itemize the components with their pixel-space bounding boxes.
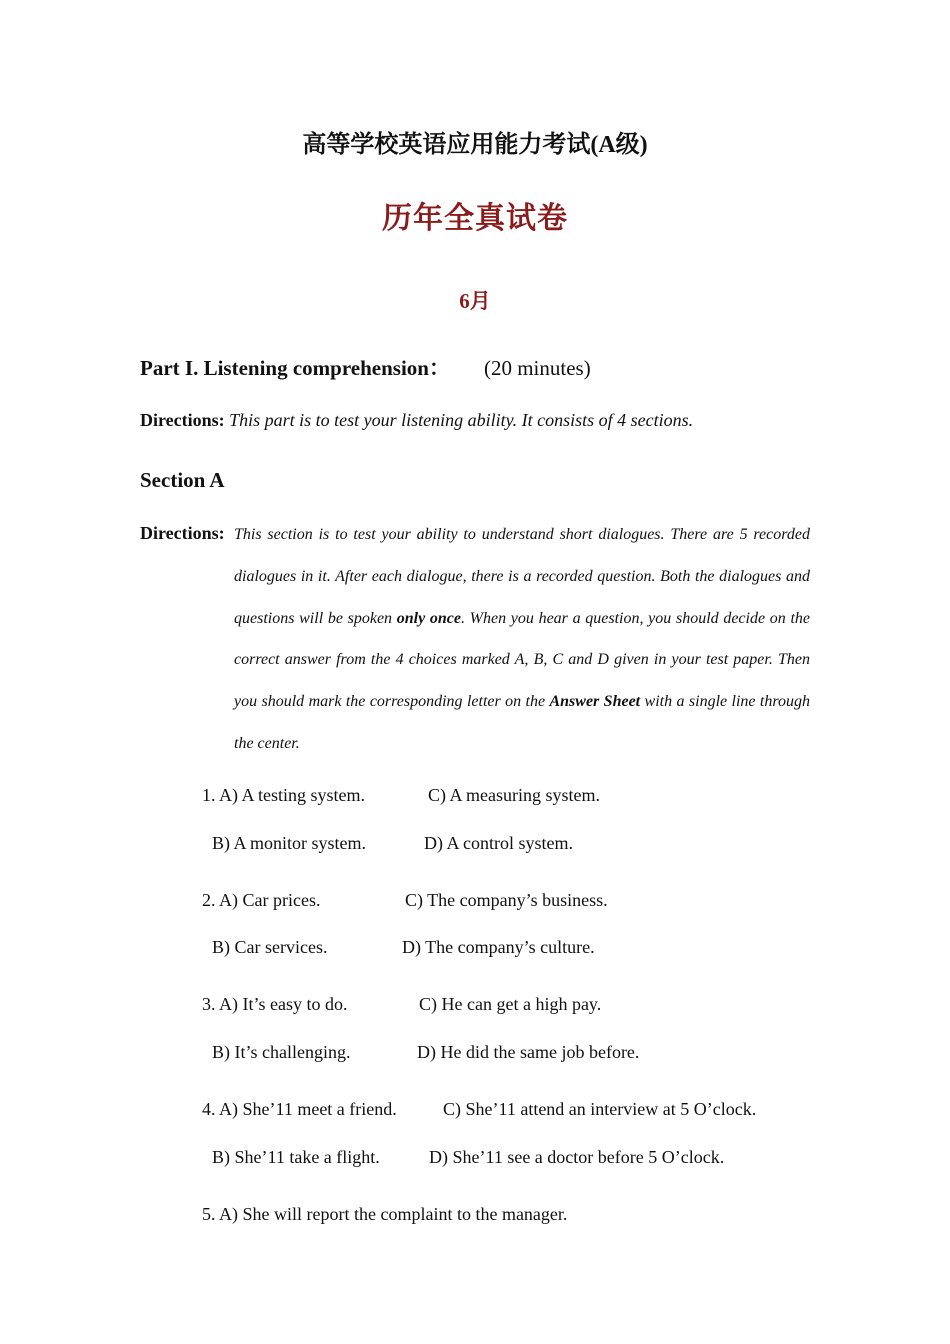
part1-time: (20 minutes) bbox=[483, 356, 591, 380]
dir-text-3: with a single line through the center. bbox=[234, 693, 811, 752]
section-a-directions-label: Directions: bbox=[140, 523, 225, 543]
dir-bold-1: only once bbox=[396, 609, 461, 627]
q1-option-a: 1. A) A testing system. bbox=[202, 785, 366, 805]
part1-heading bbox=[140, 352, 591, 382]
q2-option-c: C) The company’s business. bbox=[405, 890, 608, 910]
dir-bold-2: Answer Sheet bbox=[549, 693, 641, 711]
part1-title: Part I. Listening comprehension： bbox=[140, 356, 450, 380]
q3-option-b: B) It’s challenging. bbox=[212, 1042, 351, 1062]
exam-month: 6月 bbox=[459, 289, 491, 313]
q1-option-c: C) A measuring system. bbox=[428, 785, 600, 805]
q1-option-d: D) A control system. bbox=[424, 833, 573, 853]
q4-option-b: B) She’11 take a flight. bbox=[212, 1147, 380, 1167]
q5-option-a: 5. A) She will report the complaint to the manager. bbox=[202, 1204, 568, 1224]
q2-option-a: 2. A) Car prices. bbox=[202, 890, 321, 910]
exam-subtitle: 历年全真试卷 bbox=[382, 202, 568, 235]
q4-option-a: 4. A) She’11 meet a friend. bbox=[202, 1099, 397, 1119]
q1-option-b: B) A monitor system. bbox=[212, 833, 367, 853]
q3-option-d: D) He did the same job before. bbox=[417, 1042, 640, 1062]
dir-text-1: This section is to test your ability to understand short dialogues. There are 5 recorded dialogues in it. After each dialogue, there is a recorded question. Both the dialogues and questions will be spoken bbox=[234, 526, 810, 627]
q3-option-a: 3. A) It’s easy to do. bbox=[202, 994, 348, 1014]
dir-text-2: . When you hear a question, you should decide on the correct answer from the 4 choices marked A, B, C and D given in your test paper. Then you should mark the corresponding letter on the bbox=[234, 609, 810, 711]
q4-option-d: D) She’11 see a doctor before 5 O’clock. bbox=[429, 1147, 725, 1167]
q3-option-c: C) He can get a high pay. bbox=[419, 994, 602, 1014]
part1-directions bbox=[140, 410, 693, 431]
q2-option-d: D) The company’s culture. bbox=[402, 937, 595, 957]
part1-directions-text: This part is to test your listening ability. It consists of 4 sections. bbox=[229, 410, 694, 430]
section-a-directions-text bbox=[234, 514, 810, 765]
section-a-heading: Section A bbox=[140, 468, 225, 492]
q2-option-b: B) Car services. bbox=[212, 937, 328, 957]
exam-title: 高等学校英语应用能力考试(A级) bbox=[302, 132, 648, 158]
part1-directions-label: Directions: bbox=[140, 410, 225, 430]
q4-option-c: C) She’11 attend an interview at 5 O’clock. bbox=[443, 1099, 757, 1119]
